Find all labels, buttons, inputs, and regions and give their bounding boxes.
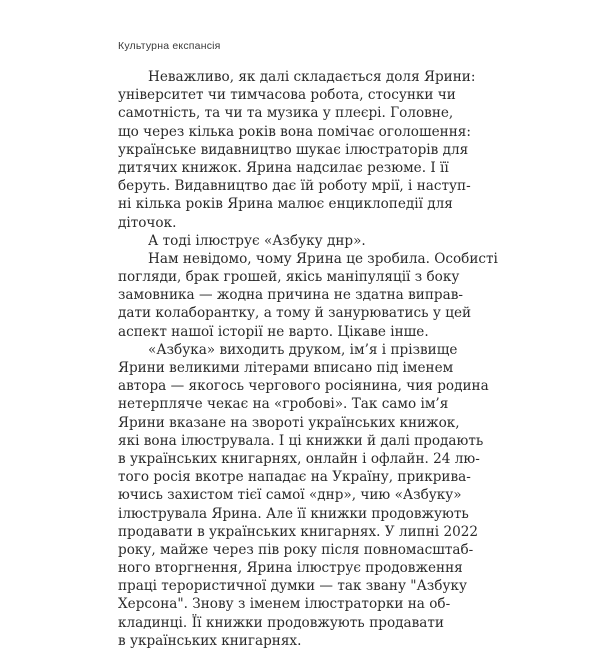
body-text (118, 68, 498, 650)
text-line: «Азбука» виходить друком, ім’я і прізвище (148, 341, 458, 358)
text-line: Нам невідомо, чому Ярина це зробила. Особисті (148, 250, 498, 267)
text-line: беруть. Видавництво дає їй роботу мрії, і наступ- (118, 178, 471, 195)
text-line: дати колаборантку, а тому й занурюватись у цей (118, 305, 472, 322)
text-line: ючись захистом тієї самої «днр», чию «Азбуку» (118, 487, 462, 504)
text-line: в українських книгарнях. (118, 632, 302, 649)
text-line: замовника — жодна причина не здатна виправ- (118, 287, 463, 304)
text-line: ні кілька років Ярина малює енциклопедії для (118, 196, 453, 213)
text-line: Херсона". Знову з іменем ілюстраторки на об- (118, 596, 451, 613)
text-line: самотність, та чи та музика у плеєрі. Головне, (118, 105, 454, 122)
text-line: що через кілька років вона помічає оголошення: (118, 123, 471, 140)
text-line: того росія вкотре нападає на Україну, прикрива- (118, 469, 471, 486)
text-line: року, майже через пів року після повномасштаб- (118, 541, 474, 558)
text-line: продавати в українських книгарнях. У липні 2022 (118, 523, 479, 540)
text-line: кладинці. Її книжки продовжують продавати (118, 614, 444, 631)
text-line: діточок. (118, 214, 177, 231)
text-line: праці терористичної думки — так звану "Азбуку (118, 578, 467, 595)
text-line: нетерпляче чекає на «гробові». Так само ім’я (118, 396, 449, 413)
text-line: дитячих книжок. Ярина надсилає резюме. І її (118, 159, 449, 176)
text-line: Ярини великими літерами вписано під іменем (118, 360, 454, 376)
text-line: Ярини вказане на звороті українських книжок, (118, 414, 460, 431)
text-line: А тоді ілюструє «Азбуку днр». (148, 232, 366, 249)
text-line: які вона ілюструвала. І ці книжки й далі продають (118, 432, 484, 449)
text-line: університет чи тимчасова робота, стосунки чи (118, 87, 456, 104)
text-line: в українських книгарнях, онлайн і офлайн. 24 лю- (118, 450, 480, 467)
running-head: Культурна експансія (118, 40, 221, 52)
text-line: аспект нашої історії не варто. Цікаве інше. (118, 323, 429, 340)
text-line: Неважливо, як далі складається доля Ярини: (148, 69, 476, 85)
text-line: ного вторгнення, Ярина ілюструє продовження (118, 560, 463, 577)
text-line: ілюструвала Ярина. Але її книжки продовжують (118, 505, 469, 522)
text-line: автора — якогось чергового росіянина, чия родина (118, 378, 489, 395)
text-line: українське видавництво шукає ілюстраторів для (118, 141, 469, 158)
text-line: погляди, брак грошей, якісь маніпуляції з боку (118, 269, 460, 286)
